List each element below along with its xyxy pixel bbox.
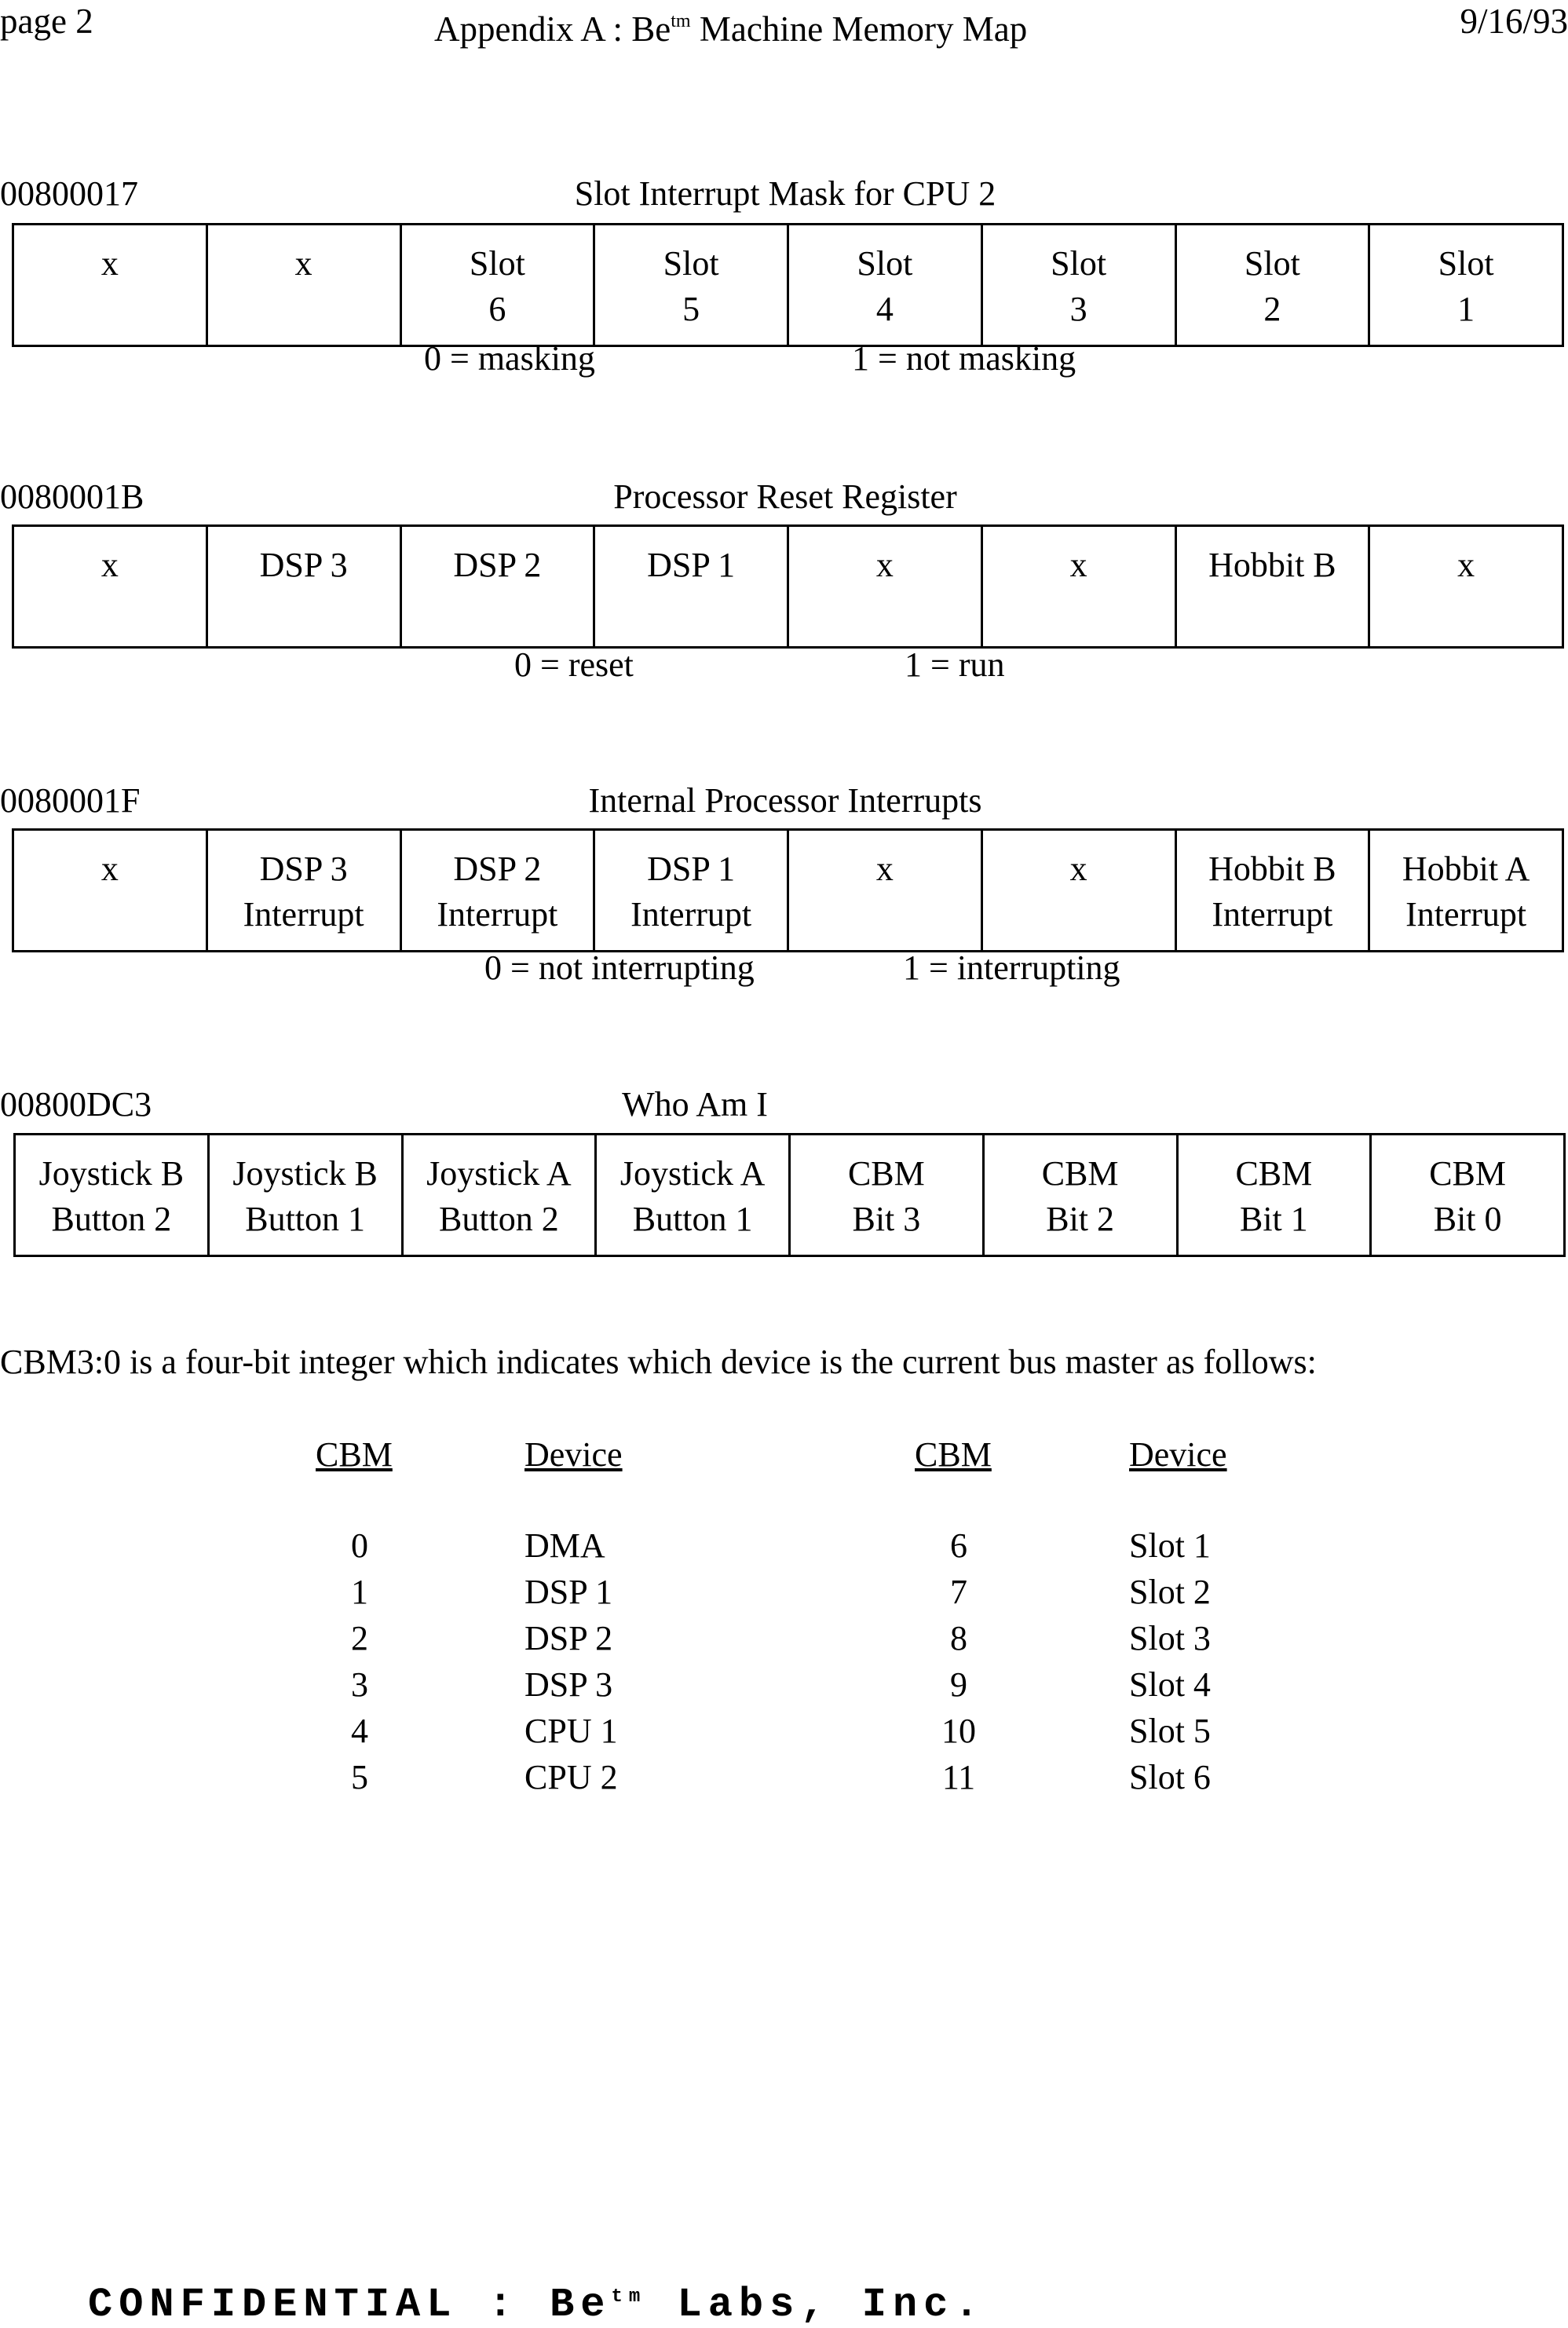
- cbm-value: 5: [351, 1758, 368, 1796]
- bit-label: 6: [488, 290, 506, 328]
- bit-label: CBM: [847, 1154, 925, 1193]
- bit-label: Button 2: [51, 1200, 172, 1238]
- bit-cell: [787, 831, 981, 950]
- register-note-zero: 0 = masking: [424, 339, 595, 378]
- bit-label: DSP 3: [259, 546, 348, 584]
- bit-cell: [1368, 831, 1562, 950]
- register-bitfield: [12, 524, 1564, 649]
- bit-label: Hobbit A: [1402, 850, 1530, 888]
- bit-label: CBM: [1235, 1154, 1313, 1193]
- bit-label: 2: [1263, 290, 1281, 328]
- register-title: Slot Interrupt Mask for CPU 2: [574, 174, 996, 213]
- bit-label: DSP 1: [647, 850, 736, 888]
- bit-label: Joystick A: [620, 1154, 766, 1193]
- cbm-column-left: [316, 1522, 404, 1800]
- bit-cell: [981, 225, 1175, 345]
- bit-label: x: [1069, 850, 1087, 888]
- bit-label: CBM: [1429, 1154, 1507, 1193]
- cbm-value: 10: [941, 1712, 976, 1750]
- bit-cell: [981, 831, 1175, 950]
- bit-label: Interrupt: [1405, 895, 1527, 934]
- bit-label: Interrupt: [1212, 895, 1333, 934]
- confidential-footer: [88, 2282, 985, 2328]
- bit-cell: [400, 225, 594, 345]
- bit-label: Joystick B: [38, 1154, 185, 1193]
- device-name: DSP 1: [524, 1573, 613, 1611]
- bit-label: Bit 1: [1239, 1200, 1308, 1238]
- register-note-zero: 0 = not interrupting: [484, 948, 755, 987]
- bit-label: Joystick A: [426, 1154, 572, 1193]
- bit-cell: [206, 831, 400, 950]
- bit-cell: [1368, 527, 1562, 646]
- bit-label: x: [101, 244, 119, 283]
- device-name: Slot 6: [1129, 1758, 1211, 1796]
- table-header-device: Device: [524, 1435, 623, 1474]
- device-name: DSP 3: [524, 1665, 613, 1704]
- bit-cell: [206, 527, 400, 646]
- cbm-value: 0: [351, 1526, 368, 1565]
- bit-label: Button 2: [438, 1200, 559, 1238]
- bit-label: x: [101, 850, 119, 888]
- register-note-zero: 0 = reset: [514, 645, 634, 684]
- device-name: Slot 3: [1129, 1619, 1211, 1657]
- bit-cell: [400, 831, 594, 950]
- bit-label: 1: [1457, 290, 1475, 328]
- cbm-value: 8: [950, 1619, 967, 1657]
- bit-label: x: [875, 546, 894, 584]
- bit-cell: [206, 225, 400, 345]
- page-date: 9/16/93: [1460, 2, 1568, 41]
- page-number: page 2: [0, 2, 93, 41]
- cbm-column-right: [915, 1522, 1003, 1800]
- bit-cell: [593, 527, 787, 646]
- footer-trademark: tm: [611, 2286, 647, 2308]
- bit-label: x: [101, 546, 119, 584]
- bit-cell: [14, 831, 206, 950]
- bit-label: 4: [875, 290, 894, 328]
- register-note-one: 1 = interrupting: [903, 948, 1120, 987]
- bit-cell: [14, 225, 206, 345]
- bit-cell: [1175, 527, 1369, 646]
- cbm-description: CBM3:0 is a four-bit integer which indicates which device is the current bus master as follows:: [0, 1343, 1317, 1381]
- bit-label: Bit 3: [852, 1200, 921, 1238]
- cbm-value: 2: [351, 1619, 368, 1657]
- footer-text-rest: Labs, Inc.: [646, 2282, 985, 2328]
- device-name: DSP 2: [524, 1619, 613, 1657]
- bit-label: DSP 2: [453, 850, 542, 888]
- cbm-value: 1: [351, 1573, 368, 1611]
- device-name: Slot 4: [1129, 1665, 1211, 1704]
- page-title-rest: Machine Memory Map: [690, 9, 1028, 49]
- cbm-value: 9: [950, 1665, 967, 1704]
- table-header-cbm: CBM: [316, 1435, 393, 1474]
- cbm-value: 4: [351, 1712, 368, 1750]
- cbm-value: 3: [351, 1665, 368, 1704]
- bit-label: x: [1069, 546, 1087, 584]
- device-name: CPU 1: [524, 1712, 618, 1750]
- bit-label: Interrupt: [437, 895, 558, 934]
- bit-cell: [1175, 831, 1369, 950]
- bit-label: x: [875, 850, 894, 888]
- register-address: 0080001B: [0, 477, 144, 516]
- bit-label: Hobbit B: [1208, 546, 1336, 584]
- cbm-value: 7: [950, 1573, 967, 1611]
- bit-cell: [787, 225, 981, 345]
- bit-cell: [1369, 1135, 1563, 1255]
- bit-cell: [400, 527, 594, 646]
- table-header-device: Device: [1129, 1435, 1227, 1474]
- bit-label: Button 1: [632, 1200, 753, 1238]
- bit-cell: [1175, 225, 1369, 345]
- bit-label: DSP 2: [453, 546, 542, 584]
- device-name: CPU 2: [524, 1758, 618, 1796]
- register-title: Internal Processor Interrupts: [588, 781, 982, 820]
- bit-label: x: [294, 244, 313, 283]
- bit-cell: [788, 1135, 982, 1255]
- register-address: 0080001F: [0, 781, 141, 820]
- bit-label: Slot: [1244, 244, 1300, 283]
- register-note-one: 1 = run: [905, 645, 1005, 684]
- bit-label: 3: [1069, 290, 1087, 328]
- bit-cell: [594, 1135, 788, 1255]
- bit-label: Interrupt: [243, 895, 364, 934]
- bit-cell: [1368, 225, 1562, 345]
- bit-label: Slot: [1438, 244, 1494, 283]
- cbm-value: 6: [950, 1526, 967, 1565]
- register-title: Who Am I: [622, 1085, 768, 1124]
- device-name: DMA: [524, 1526, 605, 1565]
- bit-label: DSP 3: [259, 850, 348, 888]
- table-header-cbm: CBM: [915, 1435, 992, 1474]
- bit-label: Slot: [857, 244, 913, 283]
- bit-label: Slot: [663, 244, 719, 283]
- bit-cell: [593, 225, 787, 345]
- bit-cell: [982, 1135, 1176, 1255]
- bit-label: Joystick B: [232, 1154, 378, 1193]
- device-column-left: [524, 1522, 697, 1800]
- bit-label: Hobbit B: [1208, 850, 1336, 888]
- bit-cell: [207, 1135, 401, 1255]
- cbm-value: 11: [941, 1758, 976, 1796]
- register-bitfield: [12, 828, 1564, 952]
- bit-label: Bit 2: [1046, 1200, 1115, 1238]
- device-name: Slot 5: [1129, 1712, 1211, 1750]
- bit-label: Slot: [1051, 244, 1107, 283]
- footer-text: CONFIDENTIAL : Be: [88, 2282, 612, 2328]
- register-title: Processor Reset Register: [613, 477, 957, 516]
- register-address: 00800DC3: [0, 1085, 152, 1124]
- bit-cell: [16, 1135, 207, 1255]
- bit-label: Button 1: [245, 1200, 366, 1238]
- page-title-main: Appendix A : Be: [434, 9, 671, 49]
- bit-label: CBM: [1041, 1154, 1119, 1193]
- bit-cell: [401, 1135, 595, 1255]
- device-name: Slot 2: [1129, 1573, 1211, 1611]
- bit-cell: [981, 527, 1175, 646]
- bit-label: 5: [682, 290, 700, 328]
- bit-label: Bit 0: [1433, 1200, 1502, 1238]
- device-name: Slot 1: [1129, 1526, 1211, 1565]
- bit-label: DSP 1: [647, 546, 736, 584]
- bit-cell: [1176, 1135, 1370, 1255]
- bit-cell: [593, 831, 787, 950]
- device-column-right: [1129, 1522, 1302, 1800]
- bit-label: Slot: [469, 244, 525, 283]
- register-bitfield: [12, 223, 1564, 347]
- bit-label: x: [1457, 546, 1475, 584]
- register-bitfield: [13, 1133, 1566, 1257]
- page-title: [434, 0, 1027, 50]
- register-address: 00800017: [0, 174, 138, 213]
- page-title-trademark: tm: [671, 11, 691, 31]
- bit-label: Interrupt: [630, 895, 752, 934]
- bit-cell: [14, 527, 206, 646]
- bit-cell: [787, 527, 981, 646]
- register-note-one: 1 = not masking: [852, 339, 1076, 378]
